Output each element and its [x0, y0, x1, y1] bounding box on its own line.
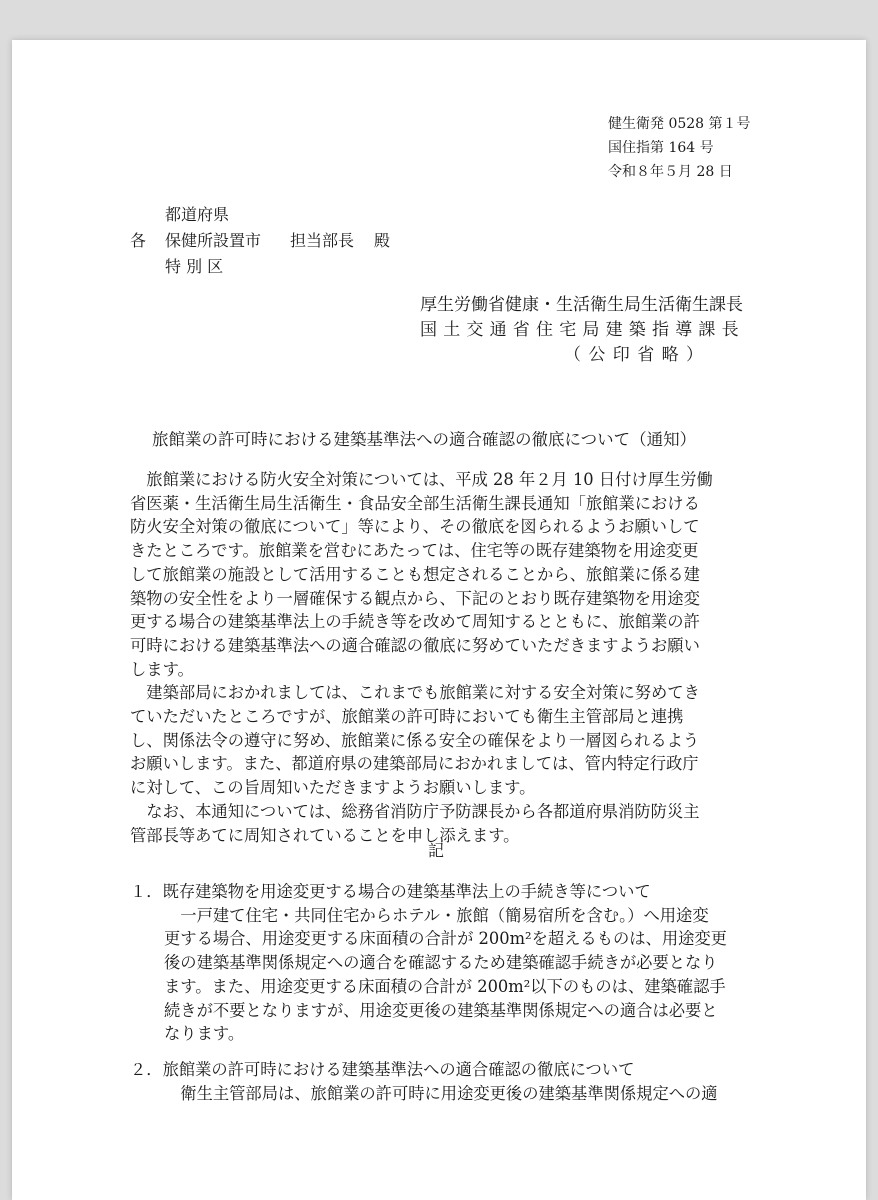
addressee-honorific: 殿 — [374, 231, 391, 250]
body-line: 管部長等あてに周知されていることを申し添えます。 — [130, 825, 520, 845]
body-line: きたところです。旅館業を営むにあたっては、住宅等の既存建築物を用途変更 — [130, 541, 699, 561]
addressee-each: 各 — [130, 231, 147, 250]
item-heading: １．既存建築物を用途変更する場合の建築基準法上の手続き等について — [130, 882, 651, 901]
doc-date: 令和８年５月 28 日 — [608, 164, 733, 180]
body-line: お願いします。また、都道府県の建築部局におかれましては、管内特定行政庁 — [130, 754, 699, 774]
body-line: 建築部局におかれましては、これまでも旅館業に対する安全対策に努めてき — [130, 683, 700, 703]
addressee-line-1: 都道府県 — [165, 205, 230, 224]
body-line: ていただいたところですが、旅館業の許可時においても衛生主管部局と連携 — [130, 707, 684, 727]
item-line: 衛生主管部局は、旅館業の許可時に用途変更後の建築基準関係規定への適 — [164, 1083, 718, 1103]
body-line: なお、本通知については、総務省消防庁予防課長から各都道府県消防防災主 — [130, 801, 700, 821]
item-heading: ２．旅館業の許可時における建築基準法への適合確認の徹底について — [130, 1060, 635, 1079]
body-text — [130, 468, 713, 847]
body-line: 省医薬・生活衛生局生活衛生・食品安全部生活衛生課長通知「旅館業における — [130, 493, 700, 513]
body-line: して旅館業の施設として活用することも想定されることから、旅館業に係る建 — [130, 564, 700, 584]
document-page — [12, 40, 866, 1200]
item-line: 続きが不要となりますが、用途変更後の建築基準関係規定への適合は必要と — [164, 1000, 718, 1020]
sender-line-2: 国土交通省住宅局建築指導課長 — [420, 320, 745, 340]
sender-line-1: 厚生労働省健康・生活衛生局生活衛生課長 — [420, 295, 743, 315]
item-2 — [130, 1058, 718, 1105]
body-line: に対して、この旨周知いただきますようお願いします。 — [130, 778, 536, 798]
body-line: 築物の安全性をより一層確保する観点から、下記のとおり既存建築物を用途変 — [130, 588, 700, 608]
doc-number-1: 健生衛発 0528 第１号 — [608, 116, 751, 132]
body-line: 防火安全対策の徹底について」等により、その徹底を図られるようお願いして — [130, 517, 700, 537]
addressee-role: 担当部長 — [290, 231, 355, 250]
addressee-line-3: 特 別 区 — [165, 257, 224, 276]
item-1 — [130, 880, 727, 1046]
ki-heading: 記 — [428, 841, 445, 860]
item-line: 更する場合、用途変更する床面積の合計が 200m²を超えるものは、用途変更 — [164, 929, 727, 949]
body-line: 更する場合の建築基準法上の手続き等を改めて周知するとともに、旅館業の許 — [130, 612, 700, 632]
doc-number-2: 国住指第 164 号 — [608, 140, 714, 156]
item-line: 一戸建て住宅・共同住宅からホテル・旅館（簡易宿所を含む。）へ用途変 — [164, 905, 709, 925]
body-line: し、関係法令の遵守に努め、旅館業に係る安全の確保をより一層図られるよう — [130, 730, 700, 750]
sender-seal-omitted: （ 公 印 省 略 ） — [564, 345, 705, 365]
item-line: 後の建築基準関係規定への適合を確認するため建築確認手続きが必要となり — [164, 953, 718, 973]
body-line: 旅館業における防火安全対策については、平成 28 年２月 10 日付け厚生労働 — [130, 470, 713, 489]
body-line: 可時における建築基準法への適合確認の徹底に努めていただきますようお願い — [130, 635, 700, 655]
body-line: します。 — [130, 659, 194, 679]
item-line: なります。 — [164, 1024, 245, 1044]
addressee-line-2: 保健所設置市 — [165, 231, 262, 250]
item-line: ます。また、用途変更する床面積の合計が 200m²以下のものは、建築確認手 — [164, 976, 726, 996]
document-title: 旅館業の許可時における建築基準法への適合確認の徹底について（通知） — [152, 430, 697, 449]
